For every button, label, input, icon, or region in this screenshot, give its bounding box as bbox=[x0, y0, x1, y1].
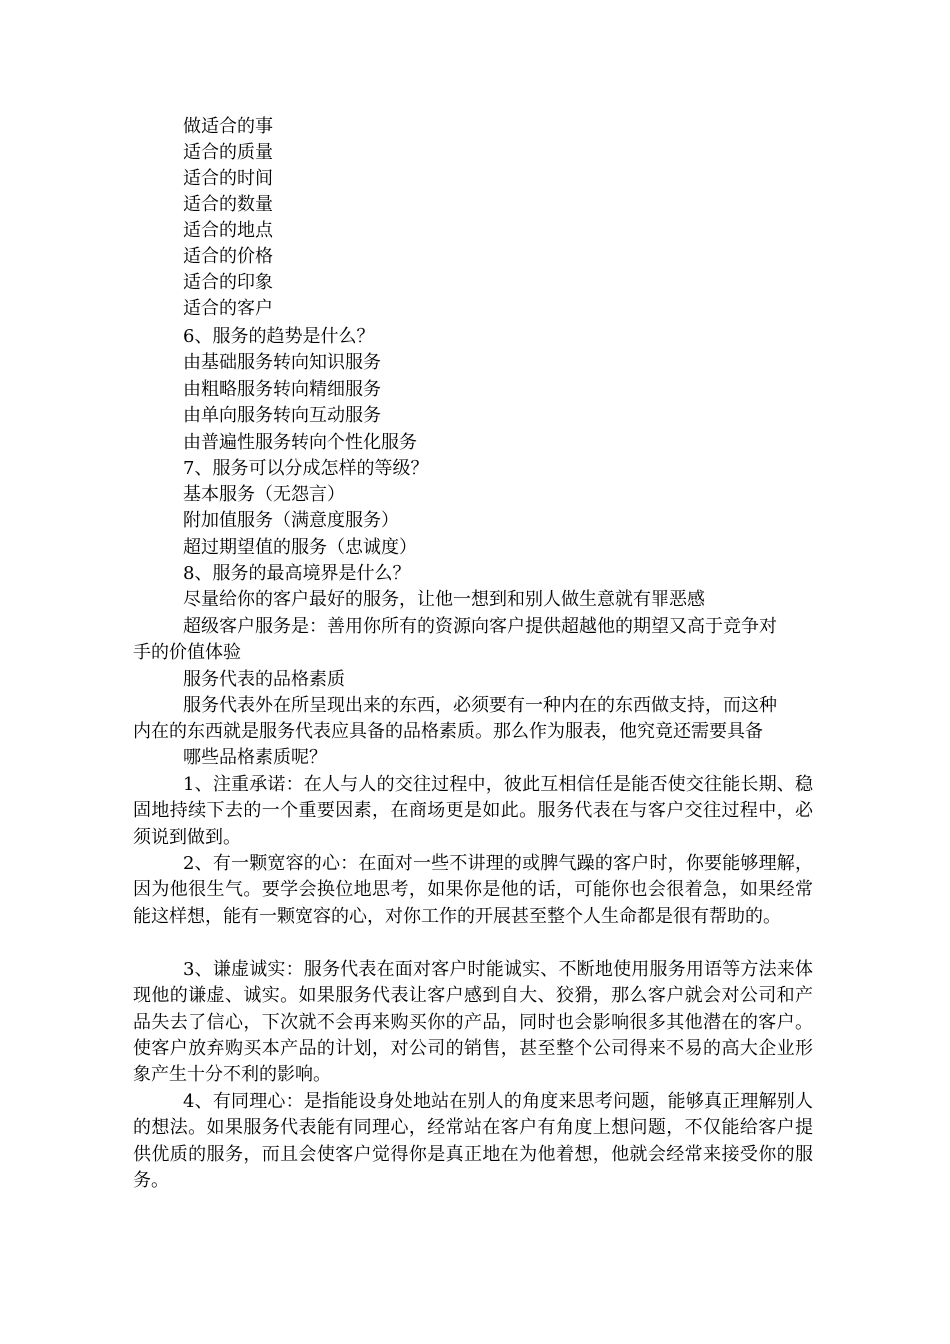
answer-line: 由单向服务转向互动服务 bbox=[183, 405, 381, 426]
list-item: 适合的地点 bbox=[183, 220, 273, 241]
list-item: 适合的数量 bbox=[183, 194, 273, 215]
answer-line: 超过期望值的服务（忠诚度） bbox=[183, 537, 417, 558]
paragraph-empathy: 4、有同理心：是指能设身处地站在别人的角度来思考问题，能够真正理解别人的想法。如果服务代表能有同理心，经常站在客户有角度上想问题，不仅能给客户提供优质的服务，而且会使客户觉得你是真正地在为他着想，他就会经常来接受你的服务。 bbox=[133, 1091, 813, 1191]
answer-line: 附加值服务（满意度服务） bbox=[183, 510, 399, 531]
intro-line: 哪些品格素质呢？ bbox=[183, 747, 327, 768]
list-item: 适合的价格 bbox=[183, 246, 273, 267]
intro-line: 服务代表外在所呈现出来的东西，必须要有一种内在的东西做支持，而这种 bbox=[183, 695, 777, 716]
section-heading: 服务代表的品格素质 bbox=[183, 669, 345, 690]
definition-line: 手的价值体验 bbox=[133, 642, 241, 663]
list-item: 适合的质量 bbox=[183, 142, 273, 163]
definition-line: 超级客户服务是：善用你所有的资源向客户提供超越他的期望又高于竞争对 bbox=[183, 616, 777, 637]
paragraph-honesty: 3、谦虚诚实：服务代表在面对客户时能诚实、不断地使用服务用语等方法来体现他的谦虚、诚实。如果服务代表让客户感到自大、狡猾，那么客户就会对公司和产品失去了信心，下次就不会再来购买你的产品，同时也会影响很多其他潜在的客户。使客户放弃购买本产品的计划，对公司的销售，甚至整个公司得来不易的高大企业形象产生十分不利的影响。 bbox=[133, 959, 813, 1086]
answer-line: 尽量给你的客户最好的服务，让他一想到和别人做生意就有罪恶感 bbox=[183, 589, 705, 610]
list-item: 适合的时间 bbox=[183, 168, 273, 189]
question-heading: 7、服务可以分成怎样的等级？ bbox=[183, 458, 429, 479]
list-item: 适合的印象 bbox=[183, 272, 273, 293]
question-heading: 6、服务的趋势是什么？ bbox=[183, 326, 375, 347]
answer-line: 由粗略服务转向精细服务 bbox=[183, 379, 381, 400]
answer-line: 由普遍性服务转向个性化服务 bbox=[183, 432, 417, 453]
paragraph-commitment: 1、注重承诺：在人与人的交往过程中，彼此互相信任是能否使交往能长期、稳固地持续下去的一个重要因素，在商场更是如此。服务代表在与客户交往过程中，必须说到做到。 bbox=[133, 774, 813, 848]
paragraph-tolerance: 2、有一颗宽容的心：在面对一些不讲理的或脾气躁的客户时，你要能够理解，因为他很生气。要学会换位地思考，如果你是他的话，可能你也会很着急，如果经常能这样想，能有一颗宽容的心，对你工作的开展甚至整个人生命都是很有帮助的。 bbox=[133, 853, 813, 927]
list-item: 适合的客户 bbox=[183, 298, 273, 319]
question-heading: 8、服务的最高境界是什么？ bbox=[183, 563, 411, 584]
answer-line: 基本服务（无怨言） bbox=[183, 484, 345, 505]
answer-line: 由基础服务转向知识服务 bbox=[183, 352, 381, 373]
intro-line: 内在的东西就是服务代表应具备的品格素质。那么作为服表，他究竟还需要具备 bbox=[133, 721, 763, 742]
list-item: 做适合的事 bbox=[183, 116, 273, 137]
